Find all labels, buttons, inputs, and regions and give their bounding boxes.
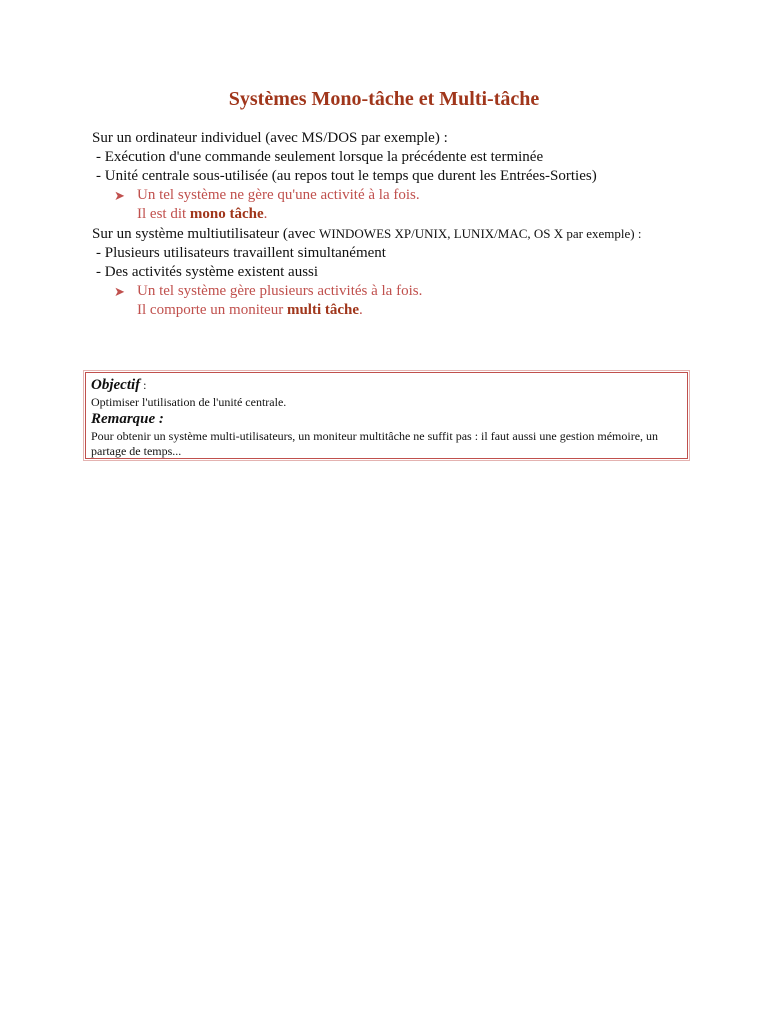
document-body (92, 129, 682, 320)
page-title: Systèmes Mono-tâche et Multi-tâche (228, 88, 540, 110)
multi-item: - Plusieurs utilisateurs travaillent simultanément (96, 245, 386, 261)
multi-line (92, 224, 682, 244)
arrowhead-right-icon: ➤ (114, 284, 125, 299)
mono-cont-bold: mono tâche (189, 206, 264, 222)
objective-colon: : (140, 378, 147, 392)
arrowhead-right-icon: ➤ (114, 188, 125, 203)
intro-item: - Exécution d'une commande seulement lorsque la précédente est terminée (96, 149, 544, 165)
multi-item: - Des activités système existent aussi (96, 264, 319, 280)
remark-text: Pour obtenir un système multi-utilisateurs, un moniteur multitâche ne suffit pas : il faut aussi une gestion mémoire, un partage de temps... (91, 429, 659, 458)
multi-bullet (92, 282, 682, 301)
mono-bullet-continuation (92, 205, 682, 224)
objective-label: Objectif (91, 377, 141, 393)
mono-bullet (92, 186, 682, 205)
mono-cont-prefix: Il est dit (137, 206, 190, 222)
intro-line: Sur un ordinateur individuel (avec MS/DOS par exemple) : (92, 130, 448, 146)
multi-cont-suffix: . (359, 302, 363, 318)
multi-cont-prefix: Il comporte un moniteur (137, 302, 287, 318)
remark-heading: Remarque : (91, 411, 164, 427)
mono-bullet-text: Un tel système ne gère qu'une activité à la fois. (137, 187, 420, 203)
multi-cont-bold: multi tâche (286, 302, 360, 318)
multi-bullet-continuation (92, 301, 682, 320)
intro-item: - Unité centrale sous-utilisée (au repos tout le temps que durent les Entrées-Sorties) (96, 168, 597, 184)
mono-cont-suffix: . (263, 206, 268, 222)
objective-box (85, 372, 688, 459)
multi-line-small: WINDOWES XP/UNIX, LUNIX/MAC, OS X par exemple) : (319, 226, 642, 241)
multi-line-start: Sur un système multiutilisateur (avec (92, 226, 320, 242)
objective-text: Optimiser l'utilisation de l'unité centrale. (91, 395, 287, 409)
multi-bullet-text: Un tel système gère plusieurs activités à la fois. (137, 283, 423, 299)
objective-heading (91, 376, 682, 395)
